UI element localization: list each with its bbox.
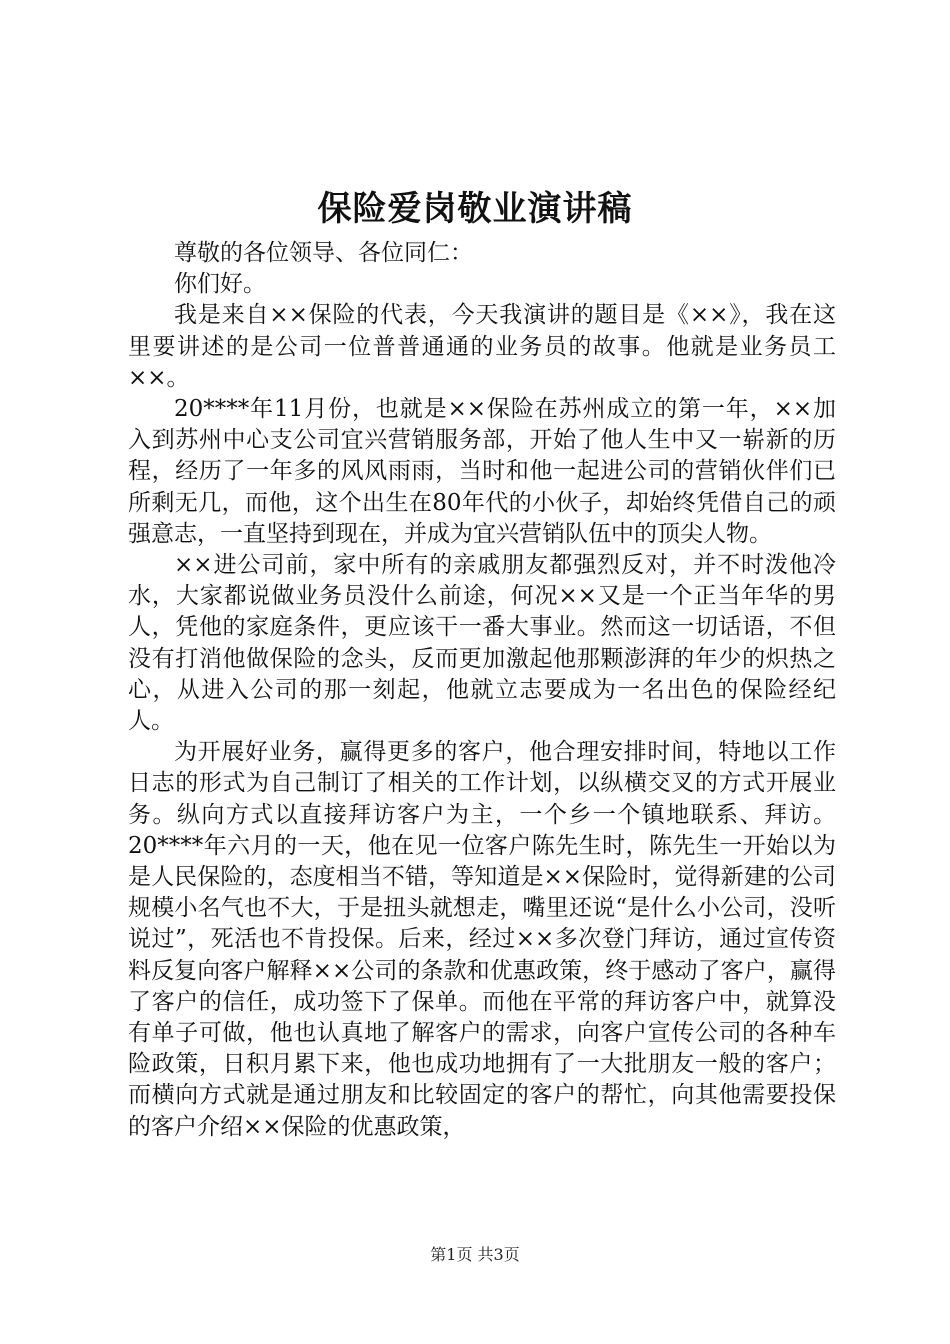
paragraph-business-development: 为开展好业务，赢得更多的客户，他合理安排时间，特地以工作日志的形式为自己制订了相关的工作计划，以纵横交叉的方式开展业务。纵向方式以直接拜访客户为主，一个乡一个镇地联系、拜访。20****年六月的一天，他在见一位客户陈先生时，陈先生一开始以为是人民保险的，态度相当不错，等知道是××保险时，觉得新建的公司规模小名气也不大，于是扭头就想走，嘴里还说“是什么小公司，没听说过”，死活也不肯投保。后来，经过××多次登门拜访，通过宣传资料反复向客户解释××公司的条款和优惠政策，终于感动了客户，赢得了客户的信任，成功签下了保单。而他在平常的拜访客户中，就算没有单子可做，他也认真地了解客户的需求，向客户宣传公司的各种车险政策，日积月累下来，他也成功地拥有了一大批朋友一般的客户；而横向方式就是通过朋友和比较固定的客户的帮忙，向其他需要投保的客户介绍××保险的优惠政策，	[128, 739, 836, 1140]
document-body	[128, 238, 836, 1143]
paragraph-salutation: 尊敬的各位领导、各位同仁：	[174, 240, 473, 266]
page-number-footer: 第1页 共3页	[430, 1245, 520, 1264]
paragraph-joining-company: 20****年11月份，也就是××保险在苏州成立的第一年，××加入到苏州中心支公司宜兴营销服务部，开始了他人生中又一崭新的历程，经历了一年多的风风雨雨，当时和他一起进公司的营销伙伴们已所剩无几，而他，这个出生在80年代的小伙子，却始终凭借自己的顽强意志，一直坚持到现在，并成为宜兴营销队伍中的顶尖人物。	[128, 396, 836, 547]
paragraph-introduction: 我是来自××保险的代表，今天我演讲的题目是《××》，我在这里要讲述的是公司一位普普通通的业务员的故事。他就是业务员工××。	[128, 302, 836, 391]
paragraph-family-opposition: ××进公司前，家中所有的亲戚朋友都强烈反对，并不时泼他冷水，大家都说做业务员没什么前途，何况××又是一个正当年华的男人，凭他的家庭条件，更应该干一番大事业。然而这一切话语，不但没有打消他做保险的念头，反而更加激起他那颗澎湃的年少的炽热之心，从进入公司的那一刻起，他就立志要成为一名出色的保险经纪人。	[128, 552, 836, 735]
document-title: 保险爱岗敬业演讲稿	[317, 189, 633, 229]
paragraph-greeting: 你们好。	[174, 271, 266, 298]
